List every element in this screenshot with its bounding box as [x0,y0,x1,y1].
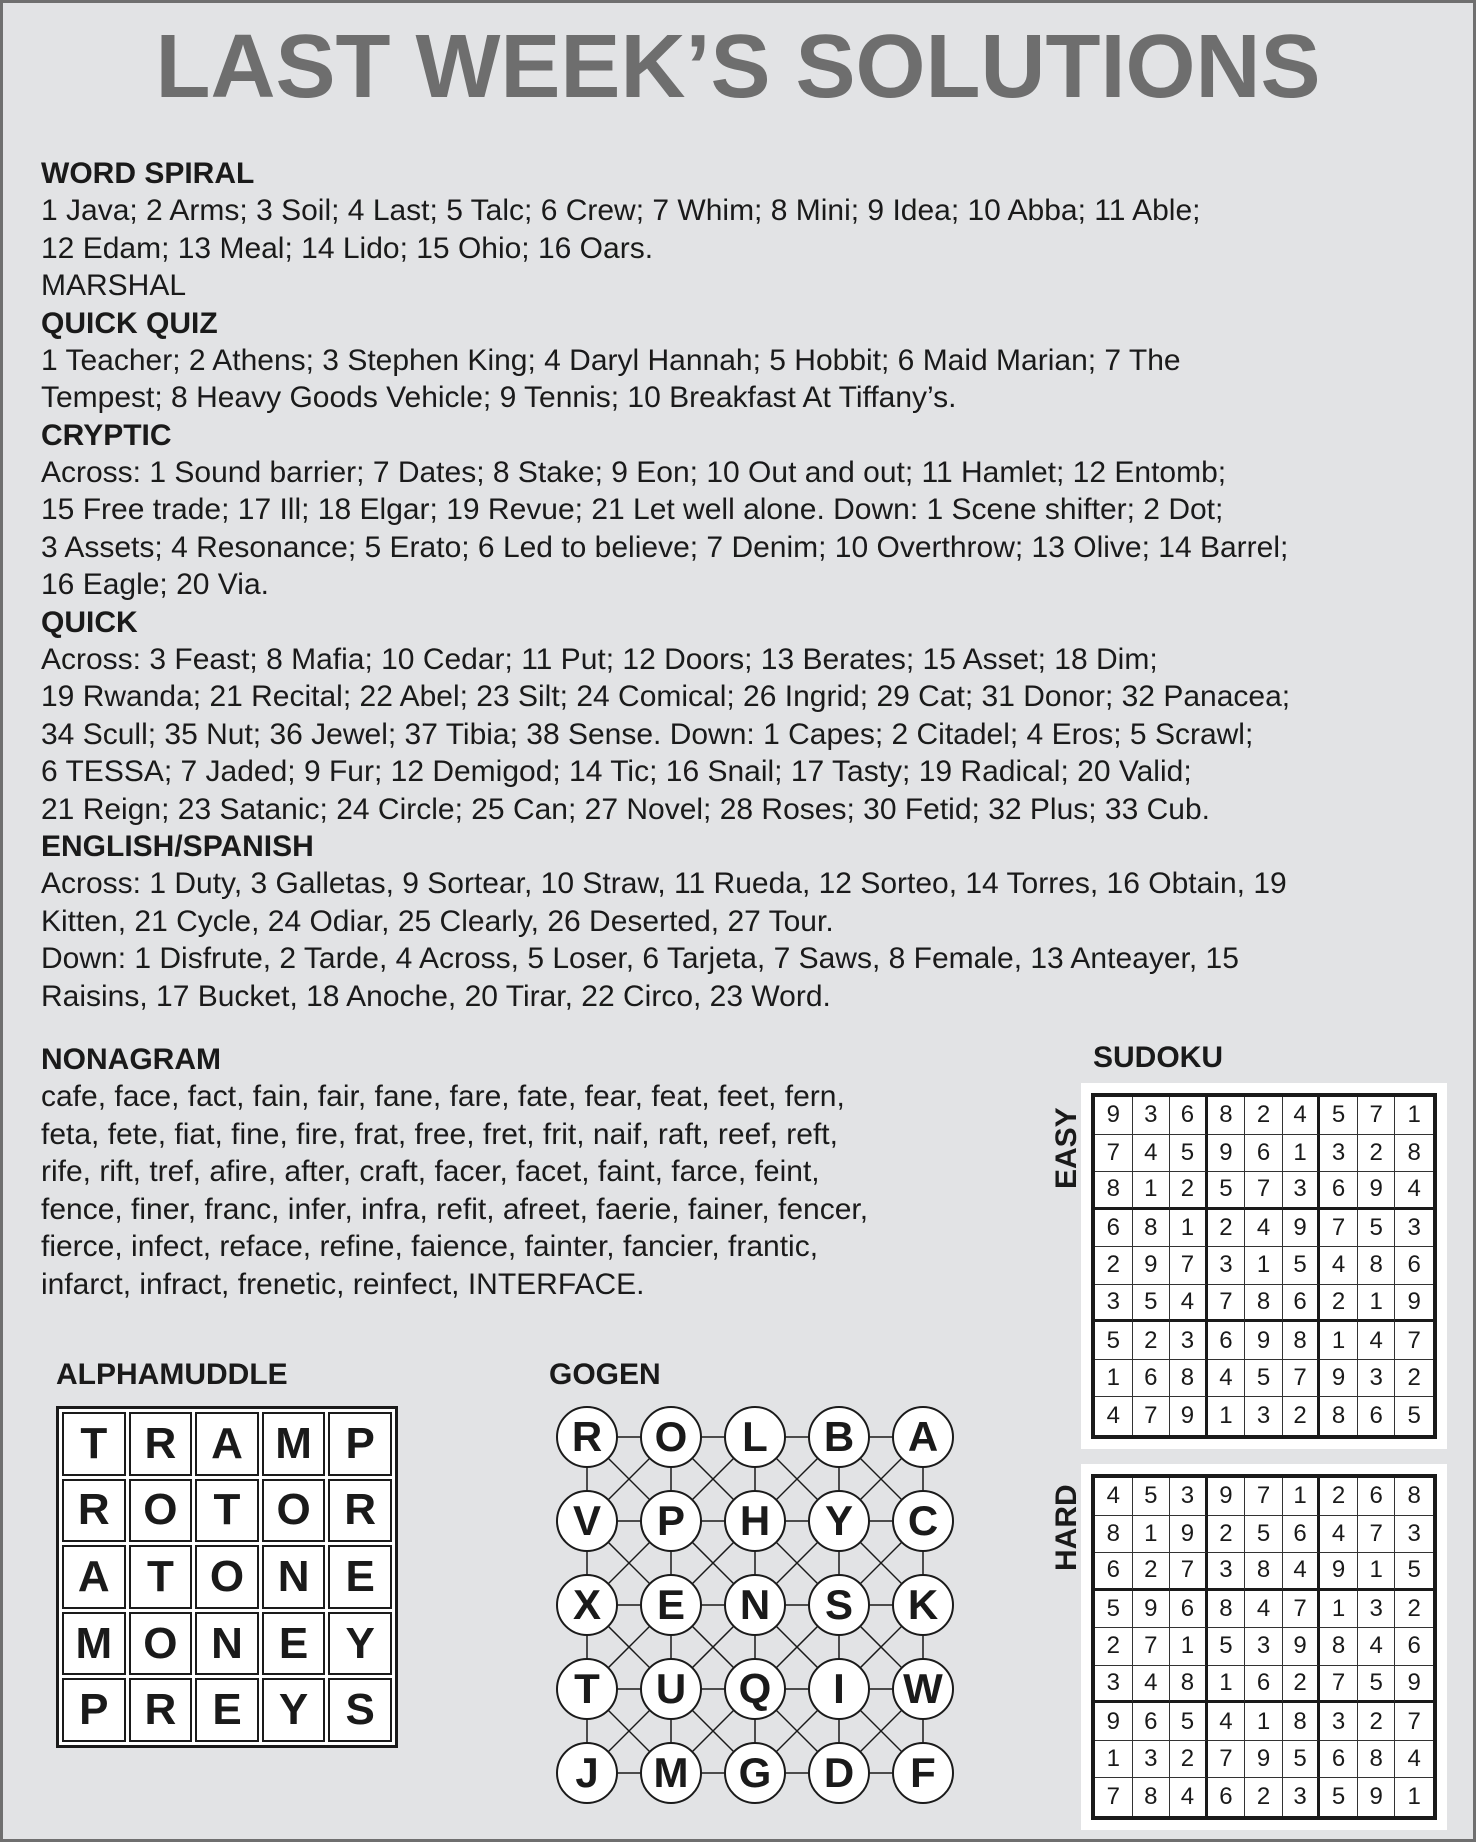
sudoku-cell: 7 [1170,1247,1208,1285]
sudoku-cell: 2 [1395,1360,1433,1398]
sudoku-cell: 1 [1133,1172,1171,1210]
sudoku-cell: 9 [1133,1591,1171,1629]
answer-line: Across: 1 Duty, 3 Galletas, 9 Sortear, 10 Straw, 11 Rueda, 12 Sorteo, 14 Torres, 16 Obtain, 19 [41,867,1287,900]
sudoku-cell: 2 [1320,1285,1358,1323]
section-heading: QUICK QUIZ [41,306,218,340]
alphamuddle-cell: Y [262,1678,326,1742]
gogen-letter: C [892,1490,954,1552]
section-heading: CRYPTIC [41,418,172,452]
sudoku-cell: 9 [1358,1778,1396,1816]
gogen-letter: A [892,1406,954,1468]
sudoku-cell: 9 [1395,1285,1433,1323]
answer-line: Kitten, 21 Cycle, 24 Odiar, 25 Clearly, 26 Deserted, 27 Tour. [41,904,834,938]
sudoku-cell: 5 [1395,1553,1433,1591]
sudoku-cell: 8 [1395,1478,1433,1516]
sudoku-cell: 8 [1170,1666,1208,1704]
nonagram-line: cafe, face, fact, fain, fair, fane, fare, fate, fear, feat, feet, fern, [41,1080,845,1113]
answer-line: 12 Edam; 13 Meal; 14 Lido; 15 Ohio; 16 Oars. [41,231,654,265]
gogen-letter: D [808,1742,870,1804]
sudoku-cell: 1 [1283,1478,1321,1516]
section-heading: WORD SPIRAL [41,157,255,190]
gogen-letter: B [808,1406,870,1468]
gogen-letter: H [724,1490,786,1552]
answer-line: Across: 3 Feast; 8 Mafia; 10 Cedar; 11 Put; 12 Doors; 13 Berates; 15 Asset; 18 Dim; [41,642,1158,676]
sudoku-cell: 6 [1395,1247,1433,1285]
sudoku-cell: 2 [1283,1397,1321,1435]
sudoku-cell: 5 [1170,1135,1208,1173]
sudoku-cell: 1 [1358,1553,1396,1591]
sudoku-cell: 3 [1133,1741,1171,1779]
sudoku-cell: 2 [1170,1172,1208,1210]
gogen-letter: Y [808,1490,870,1552]
sudoku-cell: 5 [1170,1703,1208,1741]
sudoku-cell: 2 [1395,1591,1433,1629]
alphamuddle-cell: N [262,1545,326,1609]
nonagram-heading: NONAGRAM [41,1043,221,1076]
answer-line: 15 Free trade; 17 Ill; 18 Elgar; 19 Revue; 21 Let well alone. Down: 1 Scene shifter; 2 Dot; [41,493,1224,526]
sudoku-cell: 4 [1358,1628,1396,1666]
sudoku-cell: 2 [1208,1516,1246,1554]
alphamuddle-cell: M [262,1412,326,1476]
section-heading: QUICK [41,605,138,639]
sudoku-cell: 6 [1170,1591,1208,1629]
sudoku-cell: 7 [1395,1322,1433,1360]
sudoku-cell: 6 [1395,1628,1433,1666]
sudoku-heading: SUDOKU [1093,1041,1224,1074]
alphamuddle-cell: R [62,1479,126,1543]
gogen-grid [556,1406,956,1831]
sudoku-cell: 3 [1208,1553,1246,1591]
sudoku-cell: 4 [1170,1778,1208,1816]
sudoku-cell: 6 [1283,1285,1321,1323]
sudoku-cell: 8 [1283,1703,1321,1741]
sudoku-cell: 3 [1395,1210,1433,1248]
sudoku-cell: 6 [1245,1135,1283,1173]
answer-line: 6 TESSA; 7 Jaded; 9 Fur; 12 Demigod; 14 Tic; 16 Snail; 17 Tasty; 19 Radical; 20 Valid; [41,755,1192,788]
sudoku-cell: 4 [1208,1360,1246,1398]
sudoku-cell: 3 [1283,1172,1321,1210]
alphamuddle-cell: R [328,1479,392,1543]
sudoku-cell: 1 [1245,1247,1283,1285]
sudoku-cell: 9 [1170,1516,1208,1554]
sudoku-cell: 1 [1133,1516,1171,1554]
sudoku-cell: 5 [1095,1591,1133,1629]
sudoku-cell: 2 [1095,1247,1133,1285]
nonagram-line: fierce, infect, reface, refine, faience, fainter, fancier, frantic, [41,1230,819,1263]
sudoku-cell: 7 [1358,1516,1396,1554]
sudoku-cell: 6 [1095,1210,1133,1248]
gogen-letter: W [892,1658,954,1720]
sudoku-cell: 6 [1095,1553,1133,1591]
gogen-letter: T [556,1658,618,1720]
sudoku-cell: 1 [1395,1097,1433,1135]
sudoku-easy-grid [1091,1093,1437,1439]
sudoku-cell: 2 [1170,1741,1208,1779]
nonagram-answers [41,1078,1001,1303]
sudoku-cell: 5 [1095,1322,1133,1360]
sudoku-cell: 4 [1095,1478,1133,1516]
sudoku-cell: 2 [1283,1666,1321,1704]
sudoku-cell: 7 [1283,1591,1321,1629]
alphamuddle-cell: E [262,1612,326,1676]
sudoku-cell: 2 [1208,1210,1246,1248]
sudoku-cell: 7 [1208,1741,1246,1779]
sudoku-cell: 9 [1095,1097,1133,1135]
sudoku-cell: 1 [1407,1783,1421,1811]
sudoku-cell: 6 [1320,1741,1358,1779]
alphamuddle-cell: A [62,1545,126,1609]
sudoku-cell: 7 [1170,1553,1208,1591]
answer-line: Across: 1 Sound barrier; 7 Dates; 8 Stake; 9 Eon; 10 Out and out; 11 Hamlet; 12 Entomb; [41,455,1227,489]
gogen-letter: X [556,1574,618,1636]
sudoku-cell: 5 [1407,1402,1421,1430]
sudoku-cell: 1 [1208,1397,1246,1435]
alphamuddle-cell: N [195,1612,259,1676]
sudoku-cell: 7 [1395,1703,1433,1741]
gogen-letter: I [808,1658,870,1720]
alphamuddle-cell: O [195,1545,259,1609]
alphamuddle-cell: A [195,1412,259,1476]
sudoku-cell: 2 [1320,1478,1358,1516]
answer-line: 34 Scull; 35 Nut; 36 Jewel; 37 Tibia; 38 Sense. Down: 1 Capes; 2 Citadel; 4 Eros; 5 Scrawl; [41,717,1254,751]
sudoku-cell: 3 [1170,1322,1208,1360]
sudoku-cell: 3 [1320,1135,1358,1173]
sudoku-cell: 3 [1358,1591,1396,1629]
alphamuddle-cell: Y [328,1612,392,1676]
sudoku-cell: 7 [1133,1397,1171,1435]
sudoku-cell: 6 [1133,1360,1171,1398]
gogen-letter: P [640,1490,702,1552]
sudoku-cell: 8 [1320,1397,1358,1435]
sudoku-cell: 3 [1320,1703,1358,1741]
sudoku-cell: 6 [1170,1097,1208,1135]
sudoku-cell: 3 [1358,1360,1396,1398]
sudoku-cell: 7 [1320,1210,1358,1248]
sudoku-cell: 7 [1245,1478,1283,1516]
sudoku-cell: 3 [1395,1516,1433,1554]
sudoku-cell: 8 [1095,1516,1133,1554]
sudoku-cell: 2 [1245,1097,1283,1135]
sudoku-cell: 2 [1133,1322,1171,1360]
alphamuddle-cell: E [195,1678,259,1742]
sudoku-cell: 5 [1320,1097,1358,1135]
sudoku-cell: 7 [1320,1666,1358,1704]
sudoku-cell: 8 [1395,1135,1433,1173]
sudoku-cell: 9 [1245,1322,1283,1360]
gogen-letter: V [556,1490,618,1552]
answer-line: 3 Assets; 4 Resonance; 5 Erato; 6 Led to believe; 7 Denim; 10 Overthrow; 13 Olive; 14 Barrel; [41,530,1289,564]
sudoku-cell: 7 [1208,1285,1246,1323]
sudoku-cell: 4 [1245,1210,1283,1248]
solutions-text [41,155,1441,1015]
sudoku-cell: 6 [1245,1666,1283,1704]
sudoku-cell: 8 [1208,1097,1246,1135]
alphamuddle-cell: P [62,1678,126,1742]
sudoku-cell: 4 [1320,1516,1358,1554]
sudoku-cell: 5 [1283,1741,1321,1779]
sudoku-cell: 9 [1095,1703,1133,1741]
sudoku-cell: 5 [1283,1247,1321,1285]
sudoku-cell: 4 [1095,1397,1133,1435]
sudoku-cell: 4 [1133,1135,1171,1173]
sudoku-cell: 6 [1208,1778,1246,1816]
nonagram-line: feta, fete, fiat, fine, fire, frat, free, fret, frit, naif, raft, reef, reft, [41,1117,838,1151]
sudoku-cell: 8 [1358,1247,1396,1285]
sudoku-cell: 6 [1358,1397,1396,1435]
sudoku-cell: 7 [1358,1097,1396,1135]
sudoku-cell: 9 [1320,1553,1358,1591]
answer-line: 21 Reign; 23 Satanic; 24 Circle; 25 Can; 27 Novel; 28 Roses; 30 Fetid; 32 Plus; 33 Cub. [41,792,1211,826]
sudoku-cell: 9 [1320,1360,1358,1398]
sudoku-cell: 8 [1320,1628,1358,1666]
gogen-letter: S [808,1574,870,1636]
gogen-letter: Q [724,1658,786,1720]
gogen-letter: G [724,1742,786,1804]
sudoku-cell: 9 [1358,1172,1396,1210]
sudoku-cell: 1 [1208,1666,1246,1704]
gogen-letter: U [640,1658,702,1720]
sudoku-cell: 4 [1395,1172,1433,1210]
sudoku-cell: 9 [1170,1397,1208,1435]
sudoku-cell: 6 [1320,1172,1358,1210]
page-title: LAST WEEK’S SOLUTIONS [155,17,1321,117]
sudoku-cell: 6 [1133,1703,1171,1741]
gogen-letter: L [724,1406,786,1468]
sudoku-cell: 2 [1095,1628,1133,1666]
answer-line: 1 Teacher; 2 Athens; 3 Stephen King; 4 Daryl Hannah; 5 Hobbit; 6 Maid Marian; 7 The [41,343,1181,377]
alphamuddle-cell: E [328,1545,392,1609]
sudoku-cell: 3 [1283,1778,1321,1816]
sudoku-easy-label: EASY [1050,1107,1083,1189]
sudoku-cell: 9 [1283,1628,1321,1666]
answer-line: Tempest; 8 Heavy Goods Vehicle; 9 Tennis; 10 Breakfast At Tiffany’s. [41,381,957,414]
sudoku-cell: 5 [1245,1516,1283,1554]
sudoku-cell: 1 [1245,1703,1283,1741]
sudoku-cell: 6 [1208,1322,1246,1360]
sudoku-cell: 9 [1395,1666,1433,1704]
sudoku-cell: 1 [1170,1210,1208,1248]
gogen-letter: J [556,1742,618,1804]
sudoku-cell: 9 [1133,1247,1171,1285]
sudoku-cell: 4 [1358,1322,1396,1360]
sudoku-cell: 5 [1245,1360,1283,1398]
alphamuddle-cell: T [195,1479,259,1543]
sudoku-cell: 7 [1245,1172,1283,1210]
sudoku-cell: 8 [1245,1285,1283,1323]
sudoku-cell: 2 [1358,1703,1396,1741]
answer-line: Down: 1 Disfrute, 2 Tarde, 4 Across, 5 Loser, 6 Tarjeta, 7 Saws, 8 Female, 13 Anteayer, 15 [41,942,1239,975]
answer-line: 16 Eagle; 20 Via. [41,568,269,601]
sudoku-cell: 8 [1133,1778,1171,1816]
alphamuddle-cell: R [129,1412,193,1476]
alphamuddle-cell: R [129,1678,193,1742]
nonagram-line: fence, finer, franc, infer, infra, refit, afreet, faerie, fainer, fencer, [41,1192,869,1226]
sudoku-cell: 7 [1283,1360,1321,1398]
sudoku-cell: 2 [1358,1135,1396,1173]
alphamuddle-heading: ALPHAMUDDLE [56,1358,288,1391]
sudoku-cell: 9 [1245,1741,1283,1779]
sudoku-cell: 8 [1245,1553,1283,1591]
alphamuddle-cell: S [328,1678,392,1742]
sudoku-cell: 7 [1095,1135,1133,1173]
sudoku-cell: 5 [1358,1666,1396,1704]
sudoku-cell: 8 [1208,1591,1246,1629]
gogen-heading: GOGEN [549,1358,661,1391]
sudoku-cell: 3 [1170,1478,1208,1516]
alphamuddle-cell: T [62,1412,126,1476]
sudoku-cell: 8 [1095,1172,1133,1210]
nonagram-section [41,1041,1001,1303]
gogen-letter: R [556,1406,618,1468]
sudoku-cell: 8 [1283,1322,1321,1360]
answer-line: Raisins, 17 Bucket, 18 Anoche, 20 Tirar, 22 Circo, 23 Word. [41,979,831,1013]
answer-line: MARSHAL [41,269,187,302]
sudoku-hard-label: HARD [1050,1484,1083,1571]
sudoku-cell: 3 [1133,1097,1171,1135]
sudoku-cell: 8 [1170,1360,1208,1398]
sudoku-cell: 9 [1208,1478,1246,1516]
sudoku-cell: 5 [1320,1778,1358,1816]
sudoku-cell: 2 [1245,1778,1283,1816]
sudoku-cell: 3 [1095,1285,1133,1323]
answer-line: 1 Java; 2 Arms; 3 Soil; 4 Last; 5 Talc; 6 Crew; 7 Whim; 8 Mini; 9 Idea; 10 Abba; 11 Able; [41,194,1201,227]
sudoku-cell: 4 [1133,1666,1171,1704]
sudoku-cell: 1 [1170,1628,1208,1666]
sudoku-cell: 8 [1358,1741,1396,1779]
sudoku-cell: 5 [1208,1172,1246,1210]
nonagram-line: infarct, infract, frenetic, reinfect, INTERFACE. [41,1267,645,1301]
sudoku-cell: 4 [1395,1741,1433,1779]
gogen-letter: M [640,1742,702,1804]
sudoku-cell: 1 [1095,1741,1133,1779]
gogen-letter: N [724,1574,786,1636]
sudoku-cell: 3 [1245,1397,1283,1435]
sudoku-cell: 5 [1133,1285,1171,1323]
alphamuddle-cell: O [262,1479,326,1543]
alphamuddle-cell: O [129,1479,193,1543]
gogen-letter: O [640,1406,702,1468]
sudoku-cell: 3 [1095,1666,1133,1704]
sudoku-cell: 1 [1283,1135,1321,1173]
sudoku-cell: 7 [1095,1778,1133,1816]
sudoku-cell: 9 [1208,1135,1246,1173]
sudoku-cell: 6 [1283,1516,1321,1554]
sudoku-cell: 5 [1208,1628,1246,1666]
sudoku-cell: 4 [1283,1553,1321,1591]
alphamuddle-cell: P [328,1412,392,1476]
alphamuddle-grid [56,1406,398,1748]
sudoku-hard-grid [1091,1474,1437,1820]
sudoku-cell: 2 [1133,1553,1171,1591]
sudoku-cell: 9 [1283,1210,1321,1248]
sudoku-cell: 7 [1133,1628,1171,1666]
sudoku-cell: 8 [1133,1210,1171,1248]
sudoku-cell: 1 [1095,1360,1133,1398]
sudoku-cell: 5 [1358,1210,1396,1248]
sudoku-cell: 1 [1320,1591,1358,1629]
sudoku-cell: 5 [1133,1478,1171,1516]
alphamuddle-cell: T [129,1545,193,1609]
gogen-letter: E [640,1574,702,1636]
sudoku-cell: 4 [1283,1097,1321,1135]
answer-line: 19 Rwanda; 21 Recital; 22 Abel; 23 Silt; 24 Comical; 26 Ingrid; 29 Cat; 31 Donor; 32 Panacea; [41,680,1291,713]
sudoku-cell: 4 [1208,1703,1246,1741]
sudoku-cell: 3 [1245,1628,1283,1666]
sudoku-cell: 1 [1320,1322,1358,1360]
gogen-letter: K [892,1574,954,1636]
nonagram-line: rife, rift, tref, afire, after, craft, facer, facet, faint, farce, feint, [41,1155,820,1188]
section-heading: ENGLISH/SPANISH [41,830,314,863]
sudoku-cell: 3 [1208,1247,1246,1285]
sudoku-cell: 4 [1245,1591,1283,1629]
sudoku-cell: 4 [1320,1247,1358,1285]
alphamuddle-cell: M [62,1612,126,1676]
sudoku-cell: 1 [1358,1285,1396,1323]
gogen-letter: F [892,1742,954,1804]
sudoku-cell: 6 [1358,1478,1396,1516]
sudoku-cell: 4 [1170,1285,1208,1323]
alphamuddle-cell: O [129,1612,193,1676]
